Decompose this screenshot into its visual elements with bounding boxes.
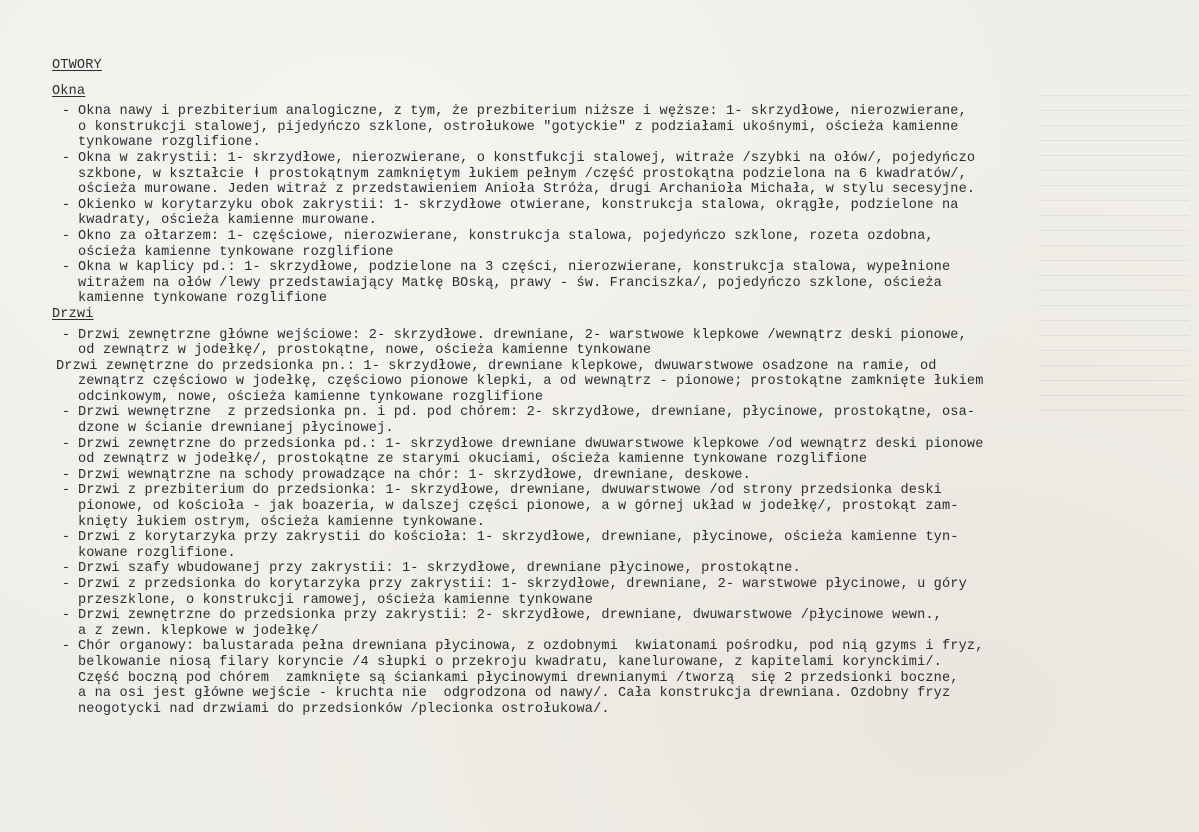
list-item (52, 530, 1182, 561)
text-line: przeszklone, o konstrukcji ramowej, ościeża kamienne tynkowane (78, 592, 594, 608)
list-item (52, 577, 1182, 608)
bullet-dash: - (61, 639, 71, 655)
text-line: zewnątrz częściowo w jodełkę, częściowo pionowe klepki, a od wewnątrz - pionowe; prostokątne zamknięte łukiem (78, 374, 984, 390)
bullet-dash: - (61, 436, 71, 452)
text-line: kwadraty, ościeża kamienne murowane. (78, 213, 378, 229)
bullet-dash: - (61, 104, 71, 120)
text-line: Część boczną pod chórem zamknięte są ściankami płycinowymi drewnianymi /tworzą się 2 przedsionki boczne, (78, 670, 959, 686)
list-item (52, 359, 1182, 406)
typed-document (52, 58, 1182, 717)
list-item (52, 229, 1182, 260)
text-line: Okienko w korytarzyku obok zakrystii: 1- skrzydłowe otwierane, konstrukcja stalowa, okrągłe, podzielone na (78, 197, 959, 213)
list-item (52, 260, 1182, 307)
text-line: Drzwi z korytarzyka przy zakrystii do kościoła: 1- skrzydłowe, drewniane, płycinowe, ościeża kamienne tyn- (78, 530, 959, 546)
text-line: Okna w kaplicy pd.: 1- skrzydłowe, podzielone na 3 części, nierozwierane, konstrukcja stalowa, wypełnione (78, 260, 951, 276)
text-line: Drzwi szafy wbudowanej przy zakrystii: 1- skrzydłowe, drewniane płycinowe, prostokątne. (78, 561, 801, 577)
text-line: Drzwi zewnętrzne do przedsionka pn.: 1- skrzydłowe, drewniane klepkowe, dwuwarstwowe osadzone na ramie, od (56, 358, 937, 374)
bullet-dash: - (61, 530, 71, 546)
text-line: szkbone, w kształcie ⱡ prostokątnym zamkniętym łukiem pełnym /część prostokątna podzielona na 6 kwadratów/, (78, 166, 967, 182)
list-item (52, 468, 1182, 484)
list-item (52, 561, 1182, 577)
list-item (52, 608, 1182, 639)
list-item (52, 639, 1182, 717)
text-line: Drzwi wewnątrzne na schody prowadzące na chór: 1- skrzydłowe, drewniane, deskowe. (78, 467, 751, 483)
bullet-dash: - (61, 608, 71, 624)
text-line: neogotycki nad drzwiami do przedsionków /plecionka ostrołukowa/. (78, 701, 610, 717)
text-line: Drzwi z przedsionka do korytarzyka przy zakrystii: 1- skrzydłowe, drewniane, 2- warstwowe płycinowe, u góry (78, 577, 967, 592)
text-line: ościeża kamienne tynkowane rozglifione (78, 244, 394, 260)
text-line: Chór organowy: balustarada pełna drewniana płycinowa, z ozdobnymi kwiatonami pośrodku, pod nią gzyms i fryz, (78, 639, 984, 655)
text-line: Drzwi z prezbiterium do przedsionka: 1- skrzydłowe, drewniane, dwuwarstwowe /od strony przedsionka deski (78, 483, 942, 499)
text-line: dzone w ścianie drewnianej płycinowej. (78, 421, 394, 437)
list-item (52, 405, 1182, 436)
list-item (52, 437, 1182, 468)
bullet-dash: - (61, 327, 71, 343)
bullet-dash: - (61, 561, 71, 577)
text-line: Drzwi zewnętrzne do przedsionka przy zakrystii: 2- skrzydłowe, drewniane, dwuwarstwowe /płycinowe wewn., (78, 608, 942, 624)
list-item (52, 104, 1182, 151)
text-line: witrażem na ołów /lewy przedstawiający Matkę BOską, prawy - św. Franciszka/, pojedyńczo szklone, ościeża (78, 275, 942, 291)
text-line: pionowe, od kościoła - jak boazeria, w dalszej części pionowe, a w górnej układ w jodełkę/, prostokąt zam- (78, 499, 959, 515)
text-line: od zewnątrz w jodełkę/, prostokątne ze starymi okuciami, ościeża kamienne tynkowane rozglifione (78, 452, 868, 468)
heading-main: OTWORY (52, 58, 102, 73)
text-line: odcinkowym, nowe, ościeża kamienne tynkowane rozglifione (78, 389, 544, 405)
text-line: od zewnątrz w jodełkę/, prostokątne, nowe, ościeża kamienne tynkowane (78, 343, 652, 359)
text-line: a z zewn. klepkowe w jodełkę/ (78, 623, 319, 639)
bullet-dash: - (61, 577, 71, 592)
text-line: knięty łukiem ostrym, ościeża kamienne tynkowane. (78, 514, 486, 530)
section-heading: Okna (52, 83, 86, 99)
text-line: a na osi jest główne wejście - kruchta nie odgrodzona od nawy/. Cała konstrukcja drewniana. Ozdobny fryz (78, 686, 951, 702)
bullet-dash: - (61, 467, 71, 483)
bullet-dash: - (61, 260, 71, 276)
text-line: kamienne tynkowane rozglifione (78, 291, 328, 307)
sections (52, 84, 1182, 718)
bullet-dash: - (61, 197, 71, 213)
text-line: Okno za ołtarzem: 1- częściowe, nierozwierane, konstrukcja stalowa, pojedyńczo szklone, rozeta ozdobna, (78, 228, 934, 244)
bullet-dash: - (61, 228, 71, 244)
list-item (52, 483, 1182, 530)
text-line: o konstrukcji stalowej, pijedyńczo szklone, ostrołukowe "gotyckie" z podziałami ukośnymi, ościeża kamienne (78, 119, 959, 135)
text-line: Drzwi zewnętrzne do przedsionka pd.: 1- skrzydłowe drewniane dwuwarstwowe klepkowe /od wewnątrz deski pionowe (78, 436, 984, 452)
bullet-dash: - (61, 405, 71, 421)
text-line: ościeża murowane. Jeden witraż z przedstawieniem Anioła Stróża, drugi Archanioła Michała, w stylu secesyjne. (78, 182, 976, 198)
bullet-dash: - (61, 483, 71, 499)
text-line: Drzwi zewnętrzne główne wejściowe: 2- skrzydłowe. drewniane, 2- warstwowe klepkowe /wewnątrz deski pionowe, (78, 327, 967, 343)
text-line: belkowanie niosą filary koryncie /4 słupki o przekroju kwadratu, kanelurowane, z kapitelami korynckimi/. (78, 654, 942, 670)
list-item (52, 151, 1182, 198)
text-line: Okna w zakrystii: 1- skrzydłowe, nierozwierane, o konstfukcji stalowej, witraże /szybki na ołów/, pojedyńczo (78, 150, 976, 166)
text-line: Okna nawy i prezbiterium analogiczne, z tym, że prezbiterium niższe i węższe: 1- skrzydłowe, nierozwierane, (78, 104, 967, 120)
text-line: Drzwi wewnętrzne z przedsionka pn. i pd. pod chórem: 2- skrzydłowe, drewniane, płycinowe, prostokątne, osa- (78, 405, 976, 421)
text-line: tynkowane rozglifione. (78, 135, 261, 151)
section-heading: Drzwi (52, 306, 94, 322)
list-item (52, 198, 1182, 229)
list-item (52, 328, 1182, 359)
bullet-dash: - (61, 150, 71, 166)
text-line: kowane rozglifione. (78, 545, 236, 561)
